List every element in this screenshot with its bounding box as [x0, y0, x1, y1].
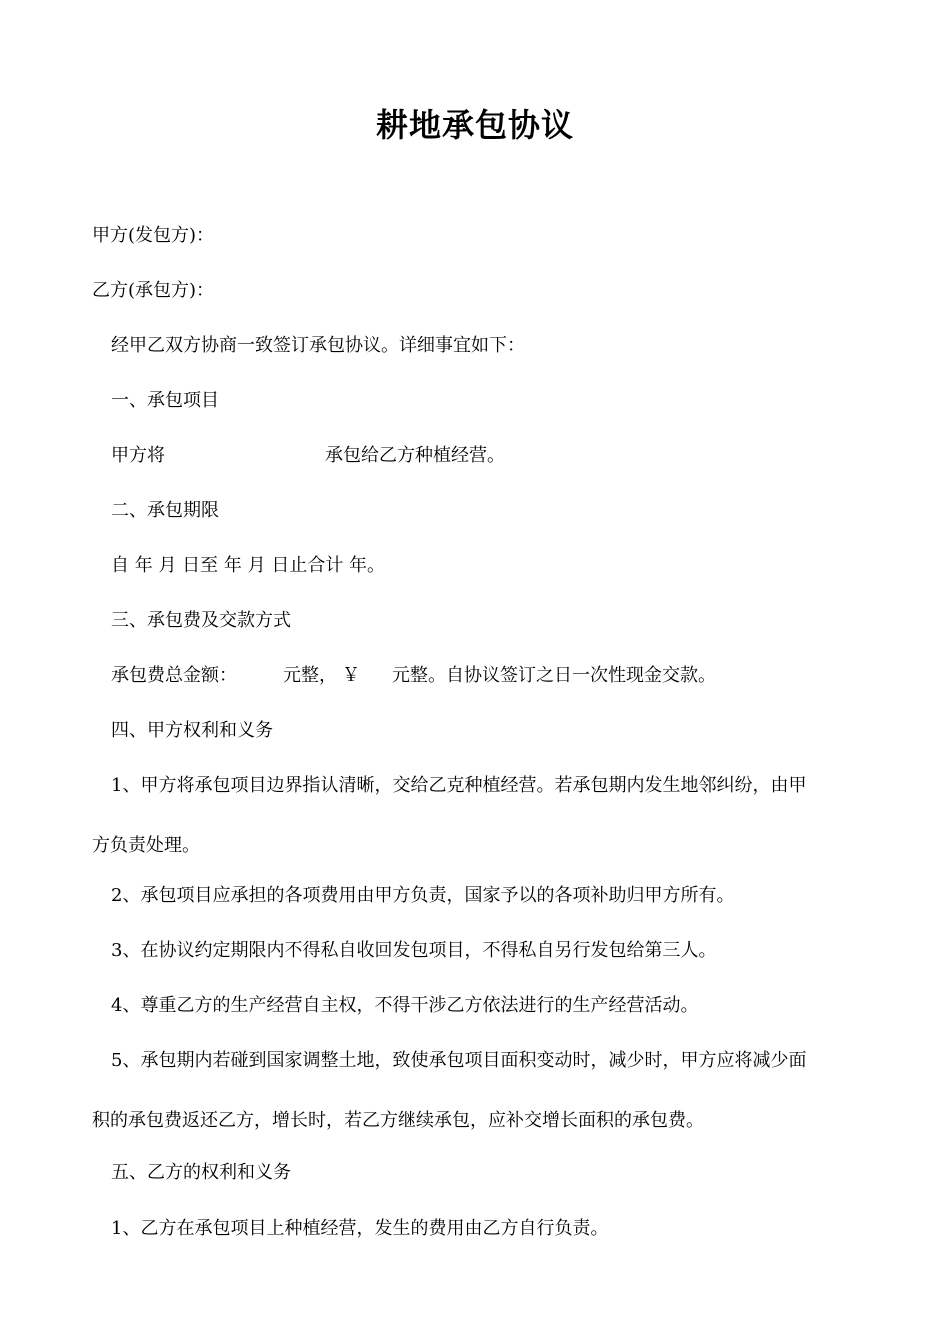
intro-paragraph: 经甲乙双方协商一致签订承包协议。详细事宜如下： [111, 335, 525, 356]
party-a-label: 甲方(发包方)： [92, 225, 215, 246]
document-title: 耕地承包协议 [375, 106, 574, 144]
section-2-text: 自 年 月 日至 年 月 日止合计 年。 [111, 555, 386, 576]
section-3-heading: 三、承包费及交款方式 [111, 610, 291, 631]
fee-amount-figure: 元整。自协议签订之日一次性现金交款。 [392, 665, 716, 686]
party-b-label: 乙方(承包方)： [92, 280, 215, 301]
section-5-heading: 五、乙方的权利和义务 [111, 1162, 291, 1183]
section-4-item-5-line-1: 5、承包期内若碰到国家调整土地，致使承包项目面积变动时，减少时，甲方应将减少面 [111, 1050, 807, 1071]
section-2-heading: 二、承包期限 [111, 500, 219, 521]
section-4-item-2: 2、承包项目应承担的各项费用由甲方负责，国家予以的各项补助归甲方所有。 [111, 885, 735, 906]
section-4-item-1-line-1: 1、甲方将承包项目边界指认清晰，交给乙克种植经营。若承包期内发生地邻纠纷，由甲 [111, 775, 807, 796]
section-4-heading: 四、甲方权利和义务 [111, 720, 273, 741]
fee-label: 承包费总金额： [111, 665, 237, 686]
section-4-item-5-line-2: 积的承包费返还乙方，增长时，若乙方继续承包，应补交增长面积的承包费。 [92, 1110, 704, 1131]
section-1-text-start: 甲方将 [111, 445, 165, 466]
section-4-item-3: 3、在协议约定期限内不得私自收回发包项目，不得私自另行发包给第三人。 [111, 940, 717, 961]
section-4-item-1-line-2: 方负责处理。 [92, 835, 200, 856]
yen-symbol: ￥ [342, 665, 360, 686]
section-5-item-1: 1、乙方在承包项目上种植经营，发生的费用由乙方自行负责。 [111, 1218, 609, 1239]
section-4-item-4: 4、尊重乙方的生产经营自主权，不得干涉乙方依法进行的生产经营活动。 [111, 995, 699, 1016]
section-1-text-end: 承包给乙方种植经营。 [325, 445, 505, 466]
section-1-heading: 一、承包项目 [111, 390, 219, 411]
fee-amount-words: 元整， [283, 665, 337, 686]
